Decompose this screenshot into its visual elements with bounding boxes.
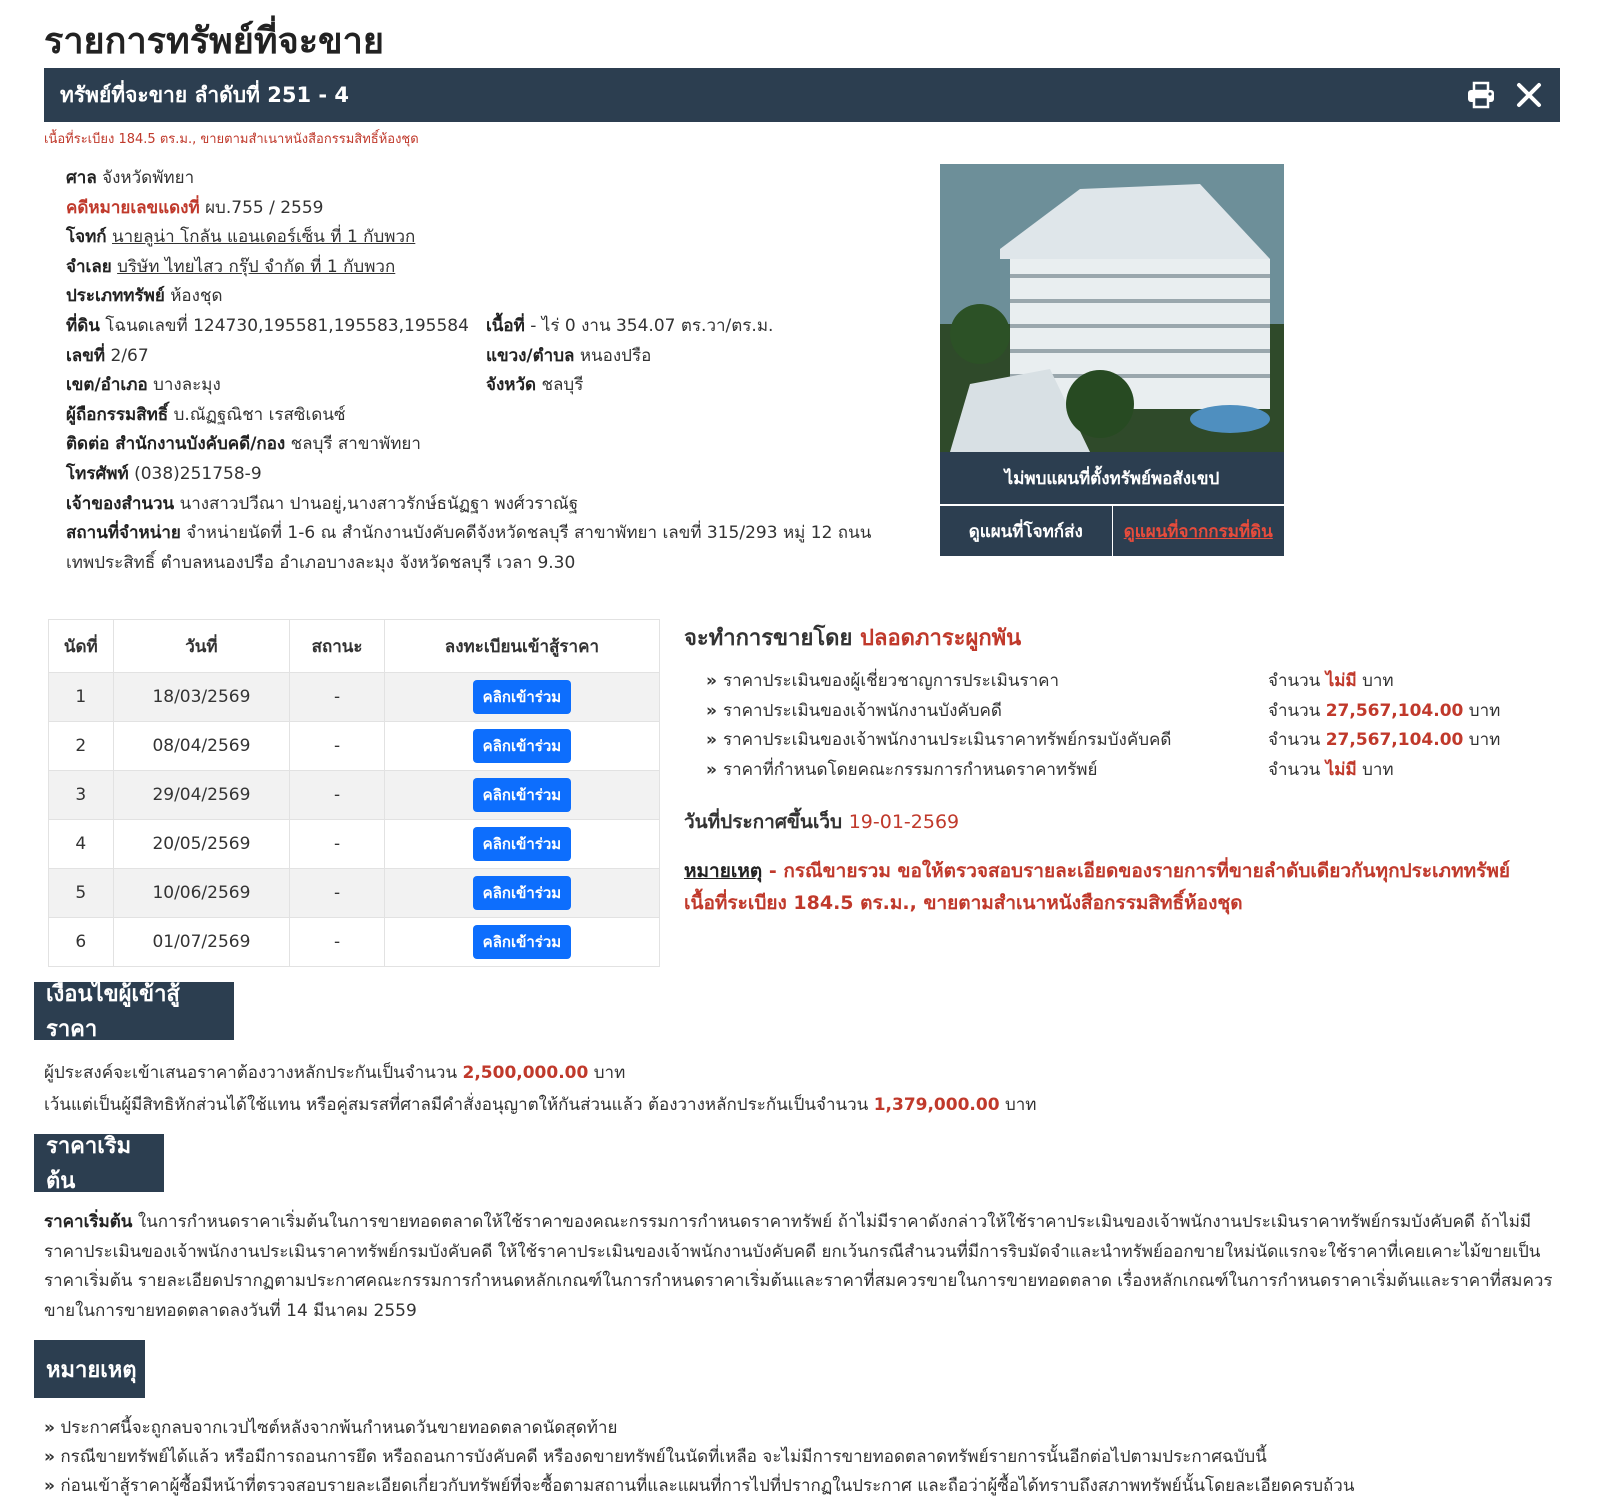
conditions-line-1 <box>44 1057 1564 1089</box>
row-status: - <box>290 918 384 967</box>
conditions-line-2 <box>44 1089 1564 1121</box>
conditions-text <box>44 1057 1564 1121</box>
price-row <box>684 697 1564 727</box>
row-action <box>384 918 659 967</box>
start-price-title: ราคาเริ่มต้น <box>34 1134 164 1192</box>
row-no: 5 <box>49 869 114 918</box>
row-date: 10/06/2569 <box>113 869 290 918</box>
note-text: ประกาศนี้จะถูกลบจากเวปไซต์หลังจากพ้นกำหนดวันขายทอดตลาดนัดสุดท้าย <box>60 1418 618 1438</box>
join-button[interactable]: คลิกเข้าร่วม <box>473 778 571 812</box>
case-label: คดีหมายเลขแดงที่ <box>66 197 200 218</box>
price-amount <box>1268 697 1500 724</box>
deposit-unit: บาท <box>593 1063 626 1083</box>
join-button[interactable]: คลิกเข้าร่วม <box>473 876 571 910</box>
join-button[interactable]: คลิกเข้าร่วม <box>473 729 571 763</box>
row-status: - <box>290 869 384 918</box>
chevron-double-right-icon: » <box>706 730 717 750</box>
header-register: ลงทะเบียนเข้าสู้ราคา <box>384 620 659 673</box>
place-value-2: เทพประสิทธิ์ ตำบลหนองปรือ อำเภอบางละมุง จังหวัดชลบุรี เวลา 9.30 <box>66 552 576 573</box>
phone-value: (038)251758-9 <box>134 463 262 484</box>
land-label: ที่ดิน <box>66 315 100 336</box>
page-title: รายการทรัพย์ที่จะขาย <box>44 21 384 62</box>
start-price-text <box>44 1208 1564 1326</box>
province-value: ชลบุรี <box>541 375 584 396</box>
row-date: 08/04/2569 <box>113 722 290 771</box>
defendant-link[interactable]: บริษัท ไทยไสว กรุ๊ป จำกัด ที่ 1 กับพวก <box>117 256 396 277</box>
table-row <box>49 869 660 918</box>
row-no: 6 <box>49 918 114 967</box>
publish-date-label: วันที่ประกาศขึ้นเว็บ <box>684 811 843 833</box>
plaintiff-row <box>66 223 906 253</box>
subdistrict-col <box>486 342 651 372</box>
item-title: ทรัพย์ที่จะขาย ลำดับที่ 251 - 4 <box>60 82 350 107</box>
property-info <box>66 164 906 578</box>
officer-row <box>66 490 906 520</box>
price-label: ราคาที่กำหนดโดยคณะกรรมการกำหนดราคาทรัพย์ <box>722 759 1098 780</box>
row-no: 3 <box>49 771 114 820</box>
close-icon[interactable] <box>1514 80 1544 110</box>
officer-value: นางสาวปวีณา ปานอยู่,นางสาวรักษ์ธนัฏฐา พงศ์วราณัฐ <box>179 493 579 514</box>
type-label: ประเภททรัพย์ <box>66 286 165 307</box>
remark-label: หมายเหตุ <box>684 860 763 882</box>
province-col <box>486 371 583 401</box>
reduced-deposit-unit: บาท <box>1004 1095 1037 1115</box>
header-actions <box>1466 80 1544 110</box>
area-label: เนื้อที่ <box>486 315 525 336</box>
note-text: กรณีขายทรัพย์ได้แล้ว หรือมีการถอนการยึด หรือถอนการบังคับคดี หรืองดขายทรัพย์ในนัดที่เหลือ จะไม่มีการขายทอดตลาดทรัพย์รายการนั้นอีกต่อไปตามประกาศฉบับนี้ <box>60 1447 1267 1467</box>
type-row <box>66 282 906 312</box>
plaintiff-link[interactable]: นายลูน่า โกลัน แอนเดอร์เซ็น ที่ 1 กับพวก <box>112 227 416 248</box>
plaintiff-map-button[interactable]: ดูแผนที่โจทก์ส่ง <box>968 521 1083 542</box>
case-value: ผบ.755 / 2559 <box>205 197 324 218</box>
currency: บาท <box>1468 730 1501 750</box>
case-row <box>66 194 906 224</box>
subdistrict-value: หนองปรือ <box>579 345 652 366</box>
place-row-2 <box>66 549 906 579</box>
table-row <box>49 820 660 869</box>
chevron-double-right-icon: » <box>706 700 717 721</box>
note-text: ก่อนเข้าสู้ราคาผู้ซื้อมีหน้าที่ตรวจสอบรายละเอียดเกี่ยวกับทรัพย์ที่จะซื้อตามสถานที่และแผนที่การไปที่ปรากฏในประกาศ และถือว่าผู้ซื้อได้ทราบถึงสภาพทรัพย์นั้นโดยละเอียดครบถ้วน <box>60 1476 1355 1496</box>
no-row <box>66 342 906 372</box>
price-label: ราคาประเมินของเจ้าพนักงานบังคับคดี <box>722 700 1002 721</box>
land-dept-map-button[interactable]: ดูแผนที่จากกรมที่ดิน <box>1112 506 1285 556</box>
row-action <box>384 673 659 722</box>
price-value: 27,567,104.00 <box>1325 730 1464 750</box>
remark-line-2: เนื้อที่ระเบียง 184.5 ตร.ม., ขายตามสำเนาหนังสือกรรมสิทธิ์ห้องชุด <box>684 892 1243 914</box>
remark-line-1 <box>684 855 1564 887</box>
row-no: 2 <box>49 722 114 771</box>
phone-row <box>66 460 906 490</box>
land-value: โฉนดเลขที่ 124730,195581,195583,195584 <box>105 315 469 336</box>
row-status: - <box>290 722 384 771</box>
auction-schedule-table <box>48 619 660 967</box>
price-row <box>684 726 1564 756</box>
row-action <box>384 869 659 918</box>
sale-heading-value: ปลอดภาระผูกพัน <box>860 626 1022 651</box>
contact-value: ชลบุรี สาขาพัทยา <box>290 434 421 455</box>
remark <box>684 855 1564 919</box>
price-amount <box>1268 667 1394 694</box>
publish-date <box>684 807 1564 837</box>
contact-label: ติดต่อ สำนักงานบังคับคดี/กอง <box>66 434 286 455</box>
remark-text: - กรณีขายรวม ขอให้ตรวจสอบรายละเอียดของรายการที่ขายลำดับเดียวกันทุกประเภททรัพย์ <box>768 860 1510 882</box>
row-status: - <box>290 673 384 722</box>
table-row <box>49 918 660 967</box>
place-value-1: จำหน่ายนัดที่ 1-6 ณ สำนักงานบังคับคดีจังหวัดชลบุรี สาขาพัทยา เลขที่ 315/293 หมู่ 12 ถนน <box>186 523 872 544</box>
printer-icon[interactable] <box>1466 80 1496 110</box>
reduced-deposit-amount: 1,379,000.00 <box>873 1095 1000 1115</box>
join-button[interactable]: คลิกเข้าร่วม <box>473 925 571 959</box>
price-value: ไม่มี <box>1325 759 1357 780</box>
currency: บาท <box>1362 671 1394 691</box>
price-row <box>684 667 1564 697</box>
row-action <box>384 722 659 771</box>
deposit-amount: 2,500,000.00 <box>462 1063 589 1083</box>
place-label: สถานที่จำหน่าย <box>66 523 181 544</box>
currency: บาท <box>1362 759 1394 780</box>
sale-details <box>684 620 1564 919</box>
no-value: 2/67 <box>110 345 149 366</box>
price-label: ราคาประเมินของเจ้าพนักงานประเมินราคาทรัพย์กรมบังคับคดี <box>722 730 1172 750</box>
row-status: - <box>290 771 384 820</box>
publish-date-value: 19-01-2569 <box>848 811 960 833</box>
defendant-row <box>66 253 906 283</box>
item-header-bar <box>44 68 1560 122</box>
amount-label: จำนวน <box>1268 700 1321 721</box>
district-value: บางละมุง <box>153 375 221 396</box>
owner-value: บ.ณัฏฐณิชา เรสซิเดนซ์ <box>173 404 346 425</box>
chevron-double-right-icon: » <box>44 1418 55 1438</box>
court-value: จังหวัดพัทยา <box>102 168 195 188</box>
subdistrict-label: แขวง/ตำบล <box>486 345 575 366</box>
amount-label: จำนวน <box>1268 759 1321 780</box>
row-date: 20/05/2569 <box>113 820 290 869</box>
owner-row <box>66 401 906 431</box>
owner-label: ผู้ถือกรรมสิทธิ์ <box>66 404 169 425</box>
type-value: ห้องชุด <box>170 286 223 307</box>
chevron-double-right-icon: » <box>44 1476 55 1496</box>
header-status: สถานะ <box>290 620 384 673</box>
row-date: 18/03/2569 <box>113 673 290 722</box>
join-button[interactable]: คลิกเข้าร่วม <box>473 827 571 861</box>
district-row <box>66 371 906 401</box>
row-date: 01/07/2569 <box>113 918 290 967</box>
no-label: เลขที่ <box>66 345 106 366</box>
row-date: 29/04/2569 <box>113 771 290 820</box>
conditions-line-1-text: ผู้ประสงค์จะเข้าเสนอราคาต้องวางหลักประกันเป็นจำนวน <box>44 1063 458 1083</box>
list-item <box>44 1472 1354 1501</box>
row-no: 1 <box>49 673 114 722</box>
conditions-title: เงื่อนไขผู้เข้าสู้ราคา <box>34 982 234 1040</box>
chevron-double-right-icon: » <box>706 759 717 780</box>
place-row <box>66 519 906 549</box>
chevron-double-right-icon: » <box>44 1447 55 1467</box>
price-value: 27,567,104.00 <box>1325 700 1464 721</box>
table-row <box>49 722 660 771</box>
list-item <box>44 1443 1354 1472</box>
header-no: นัดที่ <box>49 620 114 673</box>
property-photo[interactable] <box>940 164 1284 452</box>
area-value: - ไร่ 0 งาน 354.07 ตร.วา/ตร.ม. <box>530 315 774 336</box>
price-amount <box>1268 756 1394 783</box>
map-buttons <box>940 506 1284 556</box>
sale-heading-label: จะทำการขายโดย <box>684 626 853 651</box>
price-value: ไม่มี <box>1325 671 1357 691</box>
no-map-notice: ไม่พบแผนที่ตั้งทรัพย์พอสังเขป <box>940 452 1284 504</box>
row-action <box>384 771 659 820</box>
table-header-row <box>49 620 660 673</box>
notes-list <box>44 1414 1354 1501</box>
table-row <box>49 673 660 722</box>
contact-row <box>66 430 906 460</box>
phone-label: โทรศัพท์ <box>66 463 129 484</box>
header-date: วันที่ <box>113 620 290 673</box>
currency: บาท <box>1468 700 1501 721</box>
chevron-double-right-icon: » <box>706 671 717 691</box>
plaintiff-label: โจทก์ <box>66 227 107 248</box>
conditions-line-2-text: เว้นแต่เป็นผู้มีสิทธิหักส่วนได้ใช้แทน หรือคู่สมรสที่ศาลมีคำสั่งอนุญาตให้กันส่วนแล้ว ต้องวางหลักประกันเป็นจำนวน <box>44 1095 869 1115</box>
start-price-bold: ราคาเริ่มต้น <box>44 1212 133 1232</box>
amount-label: จำนวน <box>1268 671 1321 691</box>
join-button[interactable]: คลิกเข้าร่วม <box>473 680 571 714</box>
province-label: จังหวัด <box>486 375 537 396</box>
notes-title: หมายเหตุ <box>34 1340 145 1398</box>
area-subnote: เนื้อที่ระเบียง 184.5 ตร.ม., ขายตามสำเนาหนังสือกรรมสิทธิ์ห้องชุด <box>44 132 419 147</box>
amount-label: จำนวน <box>1268 730 1321 750</box>
land-row <box>66 312 906 342</box>
list-item <box>44 1414 1354 1443</box>
price-amount <box>1268 726 1500 753</box>
table-row <box>49 771 660 820</box>
officer-label: เจ้าของสำนวน <box>66 493 175 514</box>
row-no: 4 <box>49 820 114 869</box>
defendant-label: จำเลย <box>66 256 112 277</box>
row-action <box>384 820 659 869</box>
sale-heading <box>684 620 1564 655</box>
start-price-body: ในการกำหนดราคาเริ่มต้นในการขายทอดตลาดให้ใช้ราคาของคณะกรรมการกำหนดราคาทรัพย์ ถ้าไม่มีราคาดังกล่าวให้ใช้ราคาประเมินของเจ้าพนักงานประเมินราคาทรัพย์กรมบังคับคดี ถ้าไม่มีราคาประเมินของเจ้าพนักงานประเมินราคาทรัพย์กรมบังคับคดี ให้ใช้ราคาประเมินของเจ้าพนักงานบังคับคดี ยกเว้นกรณีสำนวนที่มีการริบมัดจำและนำทรัพย์ออกขายใหม่นัดแรกจะใช้ราคาที่เคยเคาะไม้ขายเป็นราคาเริ่มต้น รายละเอียดปรากฏตามประกาศคณะกรรมการกำหนดหลักเกณฑ์ในการกำหนดราคาเริ่มต้นและราคาที่สมควรขายในการขายทอดตลาด เรื่องหลักเกณฑ์ในการกำหนดราคาเริ่มต้นและราคาที่สมควรขายในการขายทอดตลาดลงวันที่ 14 มีนาคม 2559 <box>44 1212 1553 1321</box>
area-col <box>486 312 773 342</box>
price-row <box>684 756 1564 786</box>
row-status: - <box>290 820 384 869</box>
price-label: ราคาประเมินของผู้เชี่ยวชาญการประเมินราคา <box>722 671 1060 691</box>
court-row <box>66 164 906 194</box>
district-label: เขต/อำเภอ <box>66 375 148 396</box>
court-label: ศาล <box>66 168 97 188</box>
